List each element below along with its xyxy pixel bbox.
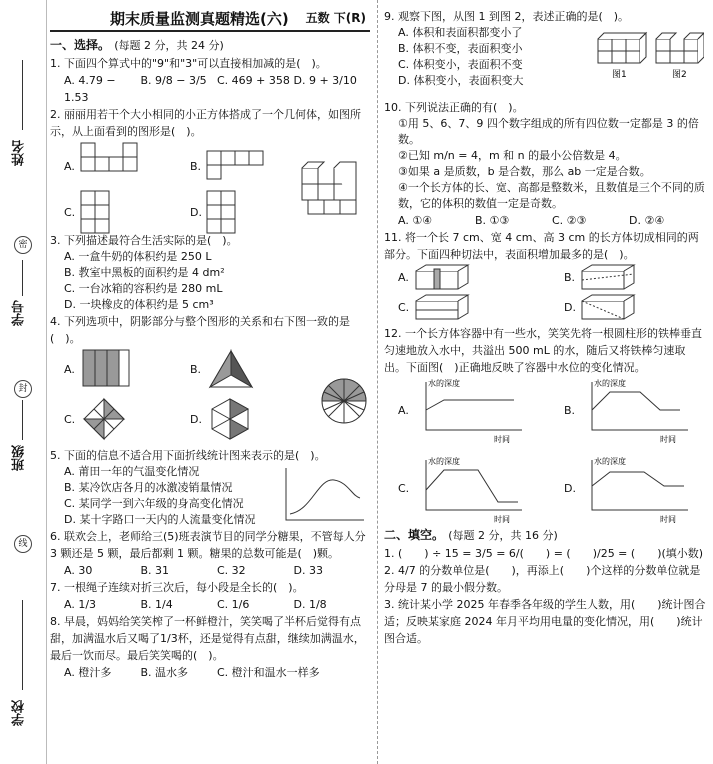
q3-option-a[interactable]: A. 一盒牛奶的体积约是 250 L <box>64 250 212 263</box>
q4-option-c[interactable]: C. <box>64 413 76 426</box>
q5-option-d[interactable]: D. 某十字路口一天内的人流量变化情况 <box>64 513 256 526</box>
q2-stem: 2. 丽丽用若干个大小相同的小正方体搭成了一个几何体，如图所示，从上面看到的图形是( )。 <box>50 108 361 138</box>
q12-b-ylabel: 水的深度 <box>594 379 626 388</box>
q9-option-b[interactable]: B. 体积不变，表面积变小 <box>398 42 523 55</box>
section-fill-title <box>384 526 706 545</box>
q3-option-d[interactable]: D. 一块橡皮的体积约是 5 cm³ <box>64 298 214 311</box>
fill-3[interactable]: 3. 统计某小学 2025 年春季各年级的学生人数，用( )统计图合适；反映某家庭 2024 年月平均用电量的变化情况，用( )统计图合适。 <box>384 598 706 645</box>
q12-d-xlabel: 时间 <box>660 515 676 524</box>
q2-grid-d <box>206 190 256 234</box>
q12-graphs <box>384 376 706 526</box>
q9-option-c[interactable]: C. 体积变小，表面积不变 <box>398 58 523 71</box>
q2-figures <box>50 140 370 232</box>
q9-fig1-label: 图1 <box>612 70 627 80</box>
section-title-2: 二、填空。 <box>384 528 445 542</box>
q10-options <box>384 212 706 229</box>
q4-option-d[interactable]: D. <box>190 413 202 426</box>
name-line <box>22 60 23 130</box>
q1-option-a[interactable]: A. 4.79 − 1.53 <box>64 74 116 104</box>
q9-fig2-label: 图2 <box>672 70 687 80</box>
q7-option-a[interactable]: A. 1/3 <box>64 598 97 611</box>
id-line <box>22 260 23 296</box>
q12-option-a[interactable]: A. <box>398 404 409 417</box>
q12-b-xlabel: 时间 <box>660 435 676 444</box>
q7-option-b[interactable]: B. 1/4 <box>140 598 173 611</box>
name-label: 姓名 <box>12 140 27 166</box>
q1-stem: 1. 下面四个算式中的"9"和"3"可以直接相加减的是( )。 <box>50 57 327 70</box>
q5-option-b[interactable]: B. 某冷饮店各月的冰激凌销量情况 <box>64 481 233 494</box>
column-divider <box>377 0 379 764</box>
q8-option-a[interactable]: A. 橙汁多 <box>64 666 112 679</box>
q12-a-xlabel: 时间 <box>494 435 510 444</box>
q2-solid-figure <box>300 154 370 216</box>
q11-figures <box>384 263 706 325</box>
q10-option-d[interactable]: D. ②④ <box>629 214 665 227</box>
q2-option-c[interactable]: C. <box>64 206 76 219</box>
q4-figure-d <box>208 397 252 441</box>
q12-graph-a <box>414 376 534 444</box>
q2-grid-b <box>206 150 266 180</box>
q4-option-b[interactable]: B. <box>190 363 202 376</box>
page-title: 期末质量监测真题精选(六) <box>110 10 289 28</box>
q2-option-a[interactable]: A. <box>64 160 75 173</box>
fill-2[interactable]: 2. 4/7 的分数单位是( )，再添上( )个这样的分数单位就是分母是 7 的最小假分数。 <box>384 564 701 594</box>
q5-block <box>50 464 370 528</box>
q3-stem: 3. 下列描述最符合生活实际的是( )。 <box>50 234 238 247</box>
q8-option-c[interactable]: C. 橙汁和温水一样多 <box>217 666 320 679</box>
q4-reference-circle <box>320 377 368 425</box>
q10-option-b[interactable]: B. ①③ <box>475 214 510 227</box>
class-line <box>22 400 23 440</box>
q3-option-b[interactable]: B. 教室中黑板的面积约是 4 dm² <box>64 266 225 279</box>
q3-option-c[interactable]: C. 一台冰箱的容积约是 280 mL <box>64 282 223 295</box>
q8-stem: 8. 早晨，妈妈给笑笑榨了一杯鲜橙汁，笑笑喝了半杯后觉得有点甜，加满温水后又喝了1/3杯，还是觉得有点甜，继续加满温水，最后一饮而尽。最后笑笑喝的( )。 <box>50 615 365 662</box>
q5-line-chart-sketch <box>282 466 366 524</box>
q9-option-a[interactable]: A. 体积和表面积都变小了 <box>398 26 523 39</box>
q4-figure-a <box>82 349 132 389</box>
section-note: (每题 2 分，共 24 分) <box>114 39 224 52</box>
q4-figure-c <box>82 397 126 441</box>
q12-graph-c <box>414 454 534 524</box>
q12-c-xlabel: 时间 <box>494 515 510 524</box>
q6-option-b[interactable]: B. 31 <box>140 564 170 577</box>
seal-xian: 线 <box>14 535 32 553</box>
q12-a-ylabel: 水的深度 <box>428 379 460 388</box>
left-column <box>50 8 370 681</box>
school-label: 学校 <box>12 700 27 726</box>
q11-stem: 11. 将一个长 7 cm、宽 4 cm、高 3 cm 的长方体切成相同的两部分。下面四种切法中，表面积增加最多的是( )。 <box>384 231 699 261</box>
fill-1[interactable]: 1. ( ) ÷ 15 = 3/5 = 6/( ) = ( )/25 = ( )(填小数) <box>384 547 704 560</box>
q11-figure-a <box>414 263 474 291</box>
q7-option-d[interactable]: D. 1/8 <box>293 598 327 611</box>
q7-stem: 7. 一根绳子连续对折三次后，每小段是全长的( )。 <box>50 581 304 594</box>
q6-option-d[interactable]: D. 33 <box>293 564 323 577</box>
q6-option-c[interactable]: C. 32 <box>217 564 246 577</box>
subject-label: 五数 下(R) <box>305 11 366 25</box>
q11-option-a[interactable]: A. <box>398 271 409 284</box>
q10-statement-1: ①用 5、6、7、9 四个数字组成的所有四位数一定都是 3 的倍数。 <box>398 117 699 146</box>
q4-option-a[interactable]: A. <box>64 363 75 376</box>
q12-d-ylabel: 水的深度 <box>594 457 626 466</box>
q12-option-c[interactable]: C. <box>398 482 410 495</box>
q11-option-d[interactable]: D. <box>564 301 576 314</box>
q7-option-c[interactable]: C. 1/6 <box>217 598 250 611</box>
q11-figure-b <box>580 263 640 291</box>
q10-statement-2: ②已知 m/n = 4，m 和 n 的最小公倍数是 4。 <box>398 149 627 162</box>
q2-option-d[interactable]: D. <box>190 206 202 219</box>
q10-option-a[interactable]: A. ①④ <box>398 214 433 227</box>
q2-grid-c <box>80 190 130 234</box>
q11-figure-d <box>580 293 640 321</box>
q10-statement-3: ③如果 a 是质数，b 是合数，那么 ab 一定是合数。 <box>398 165 651 178</box>
q5-option-c[interactable]: C. 某同学一到六年级的身高变化情况 <box>64 497 244 510</box>
q12-option-b[interactable]: B. <box>564 404 576 417</box>
q6-options <box>50 562 370 579</box>
q9-stem: 9. 观察下图，从图 1 到图 2，表述正确的是( )。 <box>384 10 630 23</box>
q12-option-d[interactable]: D. <box>564 482 576 495</box>
section-title: 一、选择。 <box>50 38 111 52</box>
q2-option-b[interactable]: B. <box>190 160 202 173</box>
q8-options <box>50 664 370 681</box>
school-line <box>22 600 23 690</box>
q9-option-d[interactable]: D. 体积变小，表面积变大 <box>398 74 524 87</box>
q5-stem: 5. 下面的信息不适合用下面折线统计图来表示的是( )。 <box>50 449 326 462</box>
q9-cube-figures <box>594 25 704 83</box>
q6-option-a[interactable]: A. 30 <box>64 564 93 577</box>
seal-mi: 密 <box>14 236 32 254</box>
q10-option-c[interactable]: C. ②③ <box>552 214 587 227</box>
right-column <box>384 8 706 647</box>
q7-options <box>50 596 370 613</box>
q12-graph-b <box>580 376 700 444</box>
class-label: 班级 <box>12 445 27 471</box>
q2-grid-a <box>80 142 150 186</box>
section-choice-title <box>50 36 370 55</box>
q4-figures <box>50 347 370 447</box>
q11-figure-c <box>414 293 474 321</box>
q1-options <box>50 72 370 106</box>
binding-margin <box>0 0 47 764</box>
q6-stem: 6. 联欢会上，老师给三(5)班表演节目的同学分糖果，不管每人分 3 颗还是 5 颗，最后都剩 1 颗。糖果的总数可能是( )颗。 <box>50 530 366 560</box>
q1-option-c[interactable]: C. 469 + 358 <box>217 74 290 87</box>
q5-option-a[interactable]: A. 莆田一年的气温变化情况 <box>64 465 200 478</box>
q12-graph-d <box>580 454 700 524</box>
q12-c-ylabel: 水的深度 <box>428 457 460 466</box>
q11-option-c[interactable]: C. <box>398 301 410 314</box>
q4-figure-b <box>208 349 254 389</box>
seal-feng: 封 <box>14 380 32 398</box>
q12-stem: 12. 一个长方体容器中有一些水，笑笑先将一根圆柱形的铁棒垂直匀速地放入水中，共溢出 500 mL 的水，随后又将铁棒匀速取出。下面图( )正确地反映了容器中水位的变化情况。 <box>384 327 702 374</box>
page-header <box>50 8 370 32</box>
q1-option-d[interactable]: D. 9 + 3/10 <box>293 74 357 87</box>
q10-stem: 10. 下列说法正确的有( )。 <box>384 101 524 114</box>
q1-option-b[interactable]: B. 9/8 − 3/5 <box>140 74 207 87</box>
id-label: 学号 <box>12 300 27 326</box>
section-note-2: (每题 2 分，共 16 分) <box>448 529 558 542</box>
q10-statement-4: ④一个长方体的长、宽、高都是整数米，且数值是三个不同的质数，它的体积的数值一定是奇数。 <box>398 181 705 210</box>
q11-option-b[interactable]: B. <box>564 271 576 284</box>
q9-block <box>384 25 706 99</box>
q8-option-b[interactable]: B. 温水多 <box>140 666 189 679</box>
q4-stem: 4. 下列选项中，阴影部分与整个图形的关系和右下图一致的是( )。 <box>50 315 350 345</box>
